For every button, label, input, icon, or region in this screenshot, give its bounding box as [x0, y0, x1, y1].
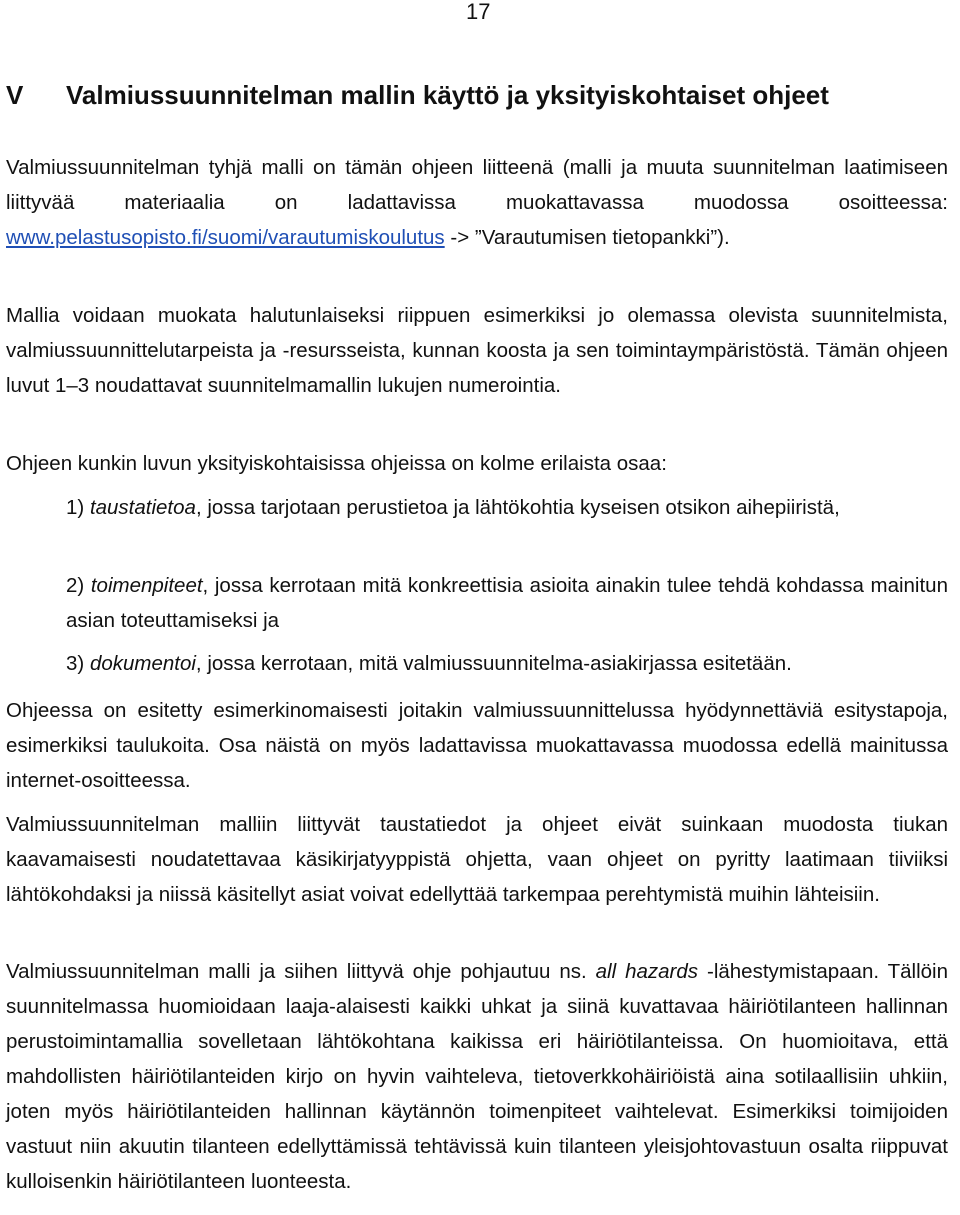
paragraph-all-hazards-text: Valmiussuunnitelman malli ja siihen liittyvä ohje pohjautuu ns.: [6, 960, 596, 983]
list-item-number: 2): [66, 574, 91, 597]
list-item: [66, 490, 948, 525]
paragraph-customization: Mallia voidaan muokata halutunlaiseksi riippuen esimerkiksi jo olemassa olevista suunnitelmista, valmiussuunnittelutarpeista ja -resursseista, kunnan koosta ja sen toimintaympäristöstä. Tämän ohjeen luvut 1–3 noudattavat suunnitelmamallin lukujen numerointia.: [6, 304, 948, 397]
list-item-text: , jossa tarjotaan perustietoa ja lähtökohtia kyseisen otsikon aihepiiristä,: [195, 496, 840, 519]
list-item-term: taustatietoa: [89, 496, 196, 519]
list-item-number: 1): [66, 496, 90, 519]
list-item-text: , jossa kerrotaan mitä konkreettisia asioita ainakin tulee tehdä kohdassa mainitun asian toteuttamiseksi ja: [66, 574, 948, 632]
list-item-text: , jossa kerrotaan, mitä valmiussuunnitelma-asiakirjassa esitetään.: [195, 652, 792, 675]
section-number: V: [6, 80, 24, 110]
pelastusopisto-link[interactable]: www.pelastusopisto.fi/suomi/varautumiskoulutus: [6, 226, 445, 249]
paragraph-parts-intro: Ohjeen kunkin luvun yksityiskohtaisissa ohjeissa on kolme erilaista osaa:: [6, 452, 667, 475]
paragraph-all-hazards-text-end: -lähestymistapaan. Tällöin suunnitelmassa huomioidaan laaja-alaisesti kaikki uhkat ja siinä kuvattavaa häiriötilanteen hallinnan perustoimintamallia sovelletaan lähtökohtana kaikissa eri häiriötilanteissa. On huomioitava, että mahdollisten häiriötilanteiden kirjo on hyvin vaihteleva, tietoverkkohäiriöistä aina sotilaallisiin uhkiin, joten myös häiriötilanteiden hallinnan käytännön toimenpiteet vaihtelevat. Esimerkiksi toimijoiden vastuut niin akuutin tilanteen edellyttämissä tehtävissä kuin tilanteen yleisjohtovastuun osalta riippuvat kulloisenkin häiriötilanteen luonteesta.: [6, 960, 949, 1193]
section-heading: [6, 78, 940, 112]
list-item: [66, 646, 948, 681]
list-item: [66, 568, 948, 638]
all-hazards-term: all hazards: [595, 960, 699, 983]
paragraph-examples: Ohjeessa on esitetty esimerkinomaisesti joitakin valmiussuunnittelussa hyödynnettäviä esitystapoja, esimerkiksi taulukoita. Osa näistä on myös ladattavissa muokattavassa muodossa edellä mainitussa internet-osoitteessa.: [6, 699, 948, 792]
section-title: Valmiussuunnitelman mallin käyttö ja yksityiskohtaiset ohjeet: [66, 80, 829, 110]
list-item-term: toimenpiteet: [90, 574, 203, 597]
paragraph-intro-text: Valmiussuunnitelman tyhjä malli on tämän ohjeen liitteenä (malli ja muuta suunnitelman laatimiseen liittyvää materiaalia on ladattavissa muokattavassa muodossa osoitteessa:: [6, 156, 948, 214]
page-number: 17: [466, 0, 491, 24]
paragraph-all-hazards: [6, 954, 948, 1199]
list-item-number: 3): [66, 652, 90, 675]
list-item-term: dokumentoi: [89, 652, 196, 675]
paragraph-intro: [6, 150, 948, 255]
paragraph-background: Valmiussuunnitelman malliin liittyvät taustatiedot ja ohjeet eivät suinkaan muodosta tiukan kaavamaisesti noudatettavaa käsikirjatyyppistä ohjetta, vaan ohjeet on pyritty laatimaan tiiviiksi lähtökohdaksi ja niissä käsitellyt asiat voivat edellyttää tarkempaa perehtymistä muihin lähteisiin.: [6, 813, 948, 906]
paragraph-intro-text-end: -> ”Varautumisen tietopankki”).: [444, 226, 730, 249]
